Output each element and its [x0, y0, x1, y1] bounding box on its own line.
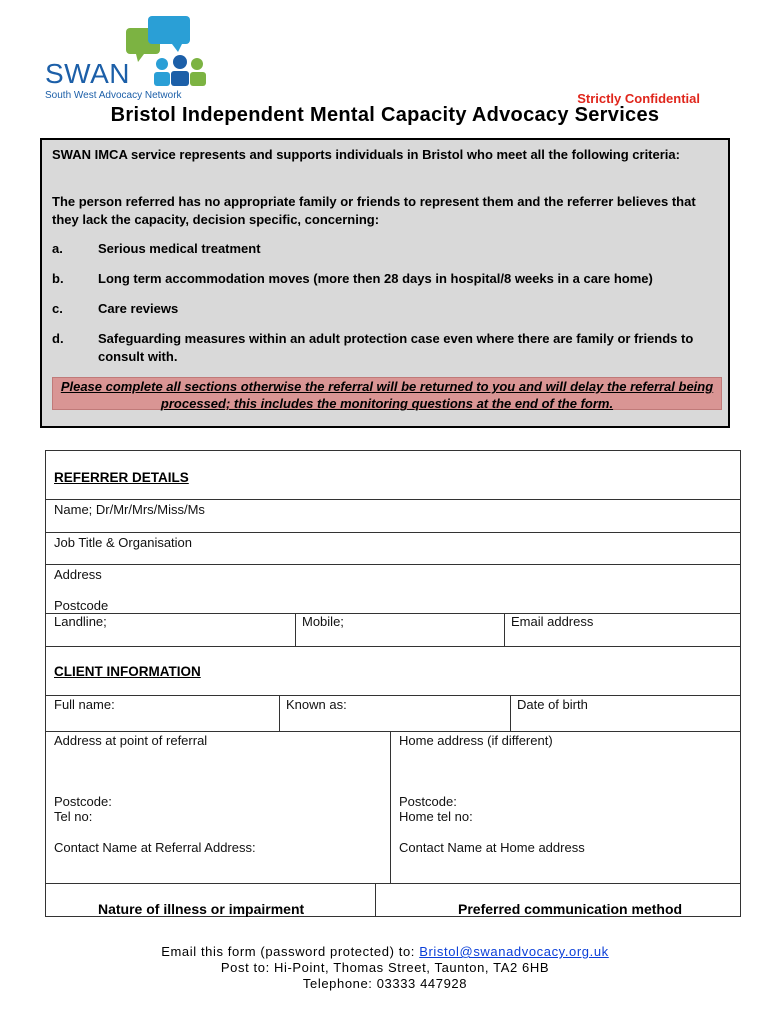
- referrer-email-field[interactable]: Email address: [511, 614, 594, 629]
- criteria-intro: SWAN IMCA service represents and supports individuals in Bristol who meet all the following criteria:: [52, 147, 680, 162]
- referrer-name-field[interactable]: Name; Dr/Mr/Mrs/Miss/Ms: [54, 502, 205, 517]
- criteria-box: [40, 138, 730, 428]
- contact-referral-field[interactable]: Contact Name at Referral Address:: [54, 840, 256, 855]
- footer-post: Post to: Hi-Point, Thomas Street, Taunton, TA2 6HB: [220, 960, 550, 975]
- client-tel-field[interactable]: Tel no:: [54, 809, 93, 824]
- criteria-text: Serious medical treatment: [98, 241, 261, 256]
- criteria-letter: d.: [52, 331, 64, 346]
- home-tel-field[interactable]: Home tel no:: [399, 809, 473, 824]
- client-heading: CLIENT INFORMATION: [54, 664, 201, 679]
- criteria-letter: a.: [52, 241, 63, 256]
- client-dob-field[interactable]: Date of birth: [517, 697, 588, 712]
- home-postcode-field[interactable]: Postcode:: [399, 794, 457, 809]
- footer-email-link[interactable]: Bristol@swanadvocacy.org.uk: [419, 944, 609, 959]
- criteria-text: Long term accommodation moves (more then 28 days in hospital/8 weeks in a care home): [98, 271, 653, 286]
- client-postcode-field[interactable]: Postcode:: [54, 794, 112, 809]
- client-knownas-field[interactable]: Known as:: [286, 697, 347, 712]
- referrer-heading: REFERRER DETAILS: [54, 470, 189, 485]
- client-home-address-field[interactable]: Home address (if different): [399, 733, 553, 748]
- confidential-label: Strictly Confidential: [577, 91, 700, 106]
- logo-wordmark: SWAN: [45, 58, 130, 89]
- contact-home-field[interactable]: Contact Name at Home address: [399, 840, 585, 855]
- referral-form: [45, 450, 741, 917]
- communication-heading: Preferred communication method: [458, 901, 683, 917]
- criteria-letter: b.: [52, 271, 64, 286]
- referrer-landline-field[interactable]: Landline;: [54, 614, 107, 629]
- client-referral-address-field[interactable]: Address at point of referral: [54, 733, 208, 748]
- nature-illness-heading: Nature of illness or impairment: [98, 901, 305, 917]
- criteria-letter: c.: [52, 301, 63, 316]
- client-fullname-field[interactable]: Full name:: [54, 697, 115, 712]
- criteria-condition: The person referred has no appropriate family or friends to represent them and the referrer believes that they lack the capacity, decision specific, concerning:: [52, 194, 696, 227]
- referrer-postcode-field[interactable]: Postcode: [54, 598, 109, 613]
- referrer-job-field[interactable]: Job Title & Organisation: [54, 535, 193, 550]
- criteria-text: Care reviews: [98, 301, 179, 316]
- referrer-mobile-field[interactable]: Mobile;: [302, 614, 344, 629]
- footer-email-prefix: Email this form (password protected) to:: [161, 944, 415, 959]
- logo-tagline: South West Advocacy Network: [45, 90, 182, 101]
- footer-email-line: [0, 944, 770, 960]
- criteria-text: Safeguarding measures within an adult protection case even where there are family or friends to consult with.: [98, 331, 694, 364]
- referrer-address-field[interactable]: Address: [54, 567, 102, 582]
- warning-banner: Please complete all sections otherwise the referral will be returned to you and will delay the referral being processed; this includes the monitoring questions at the end of the form.: [52, 377, 722, 410]
- page-title: Bristol Independent Mental Capacity Advocacy Services: [110, 104, 660, 126]
- footer-phone: Telephone: 03333 447928: [302, 976, 468, 991]
